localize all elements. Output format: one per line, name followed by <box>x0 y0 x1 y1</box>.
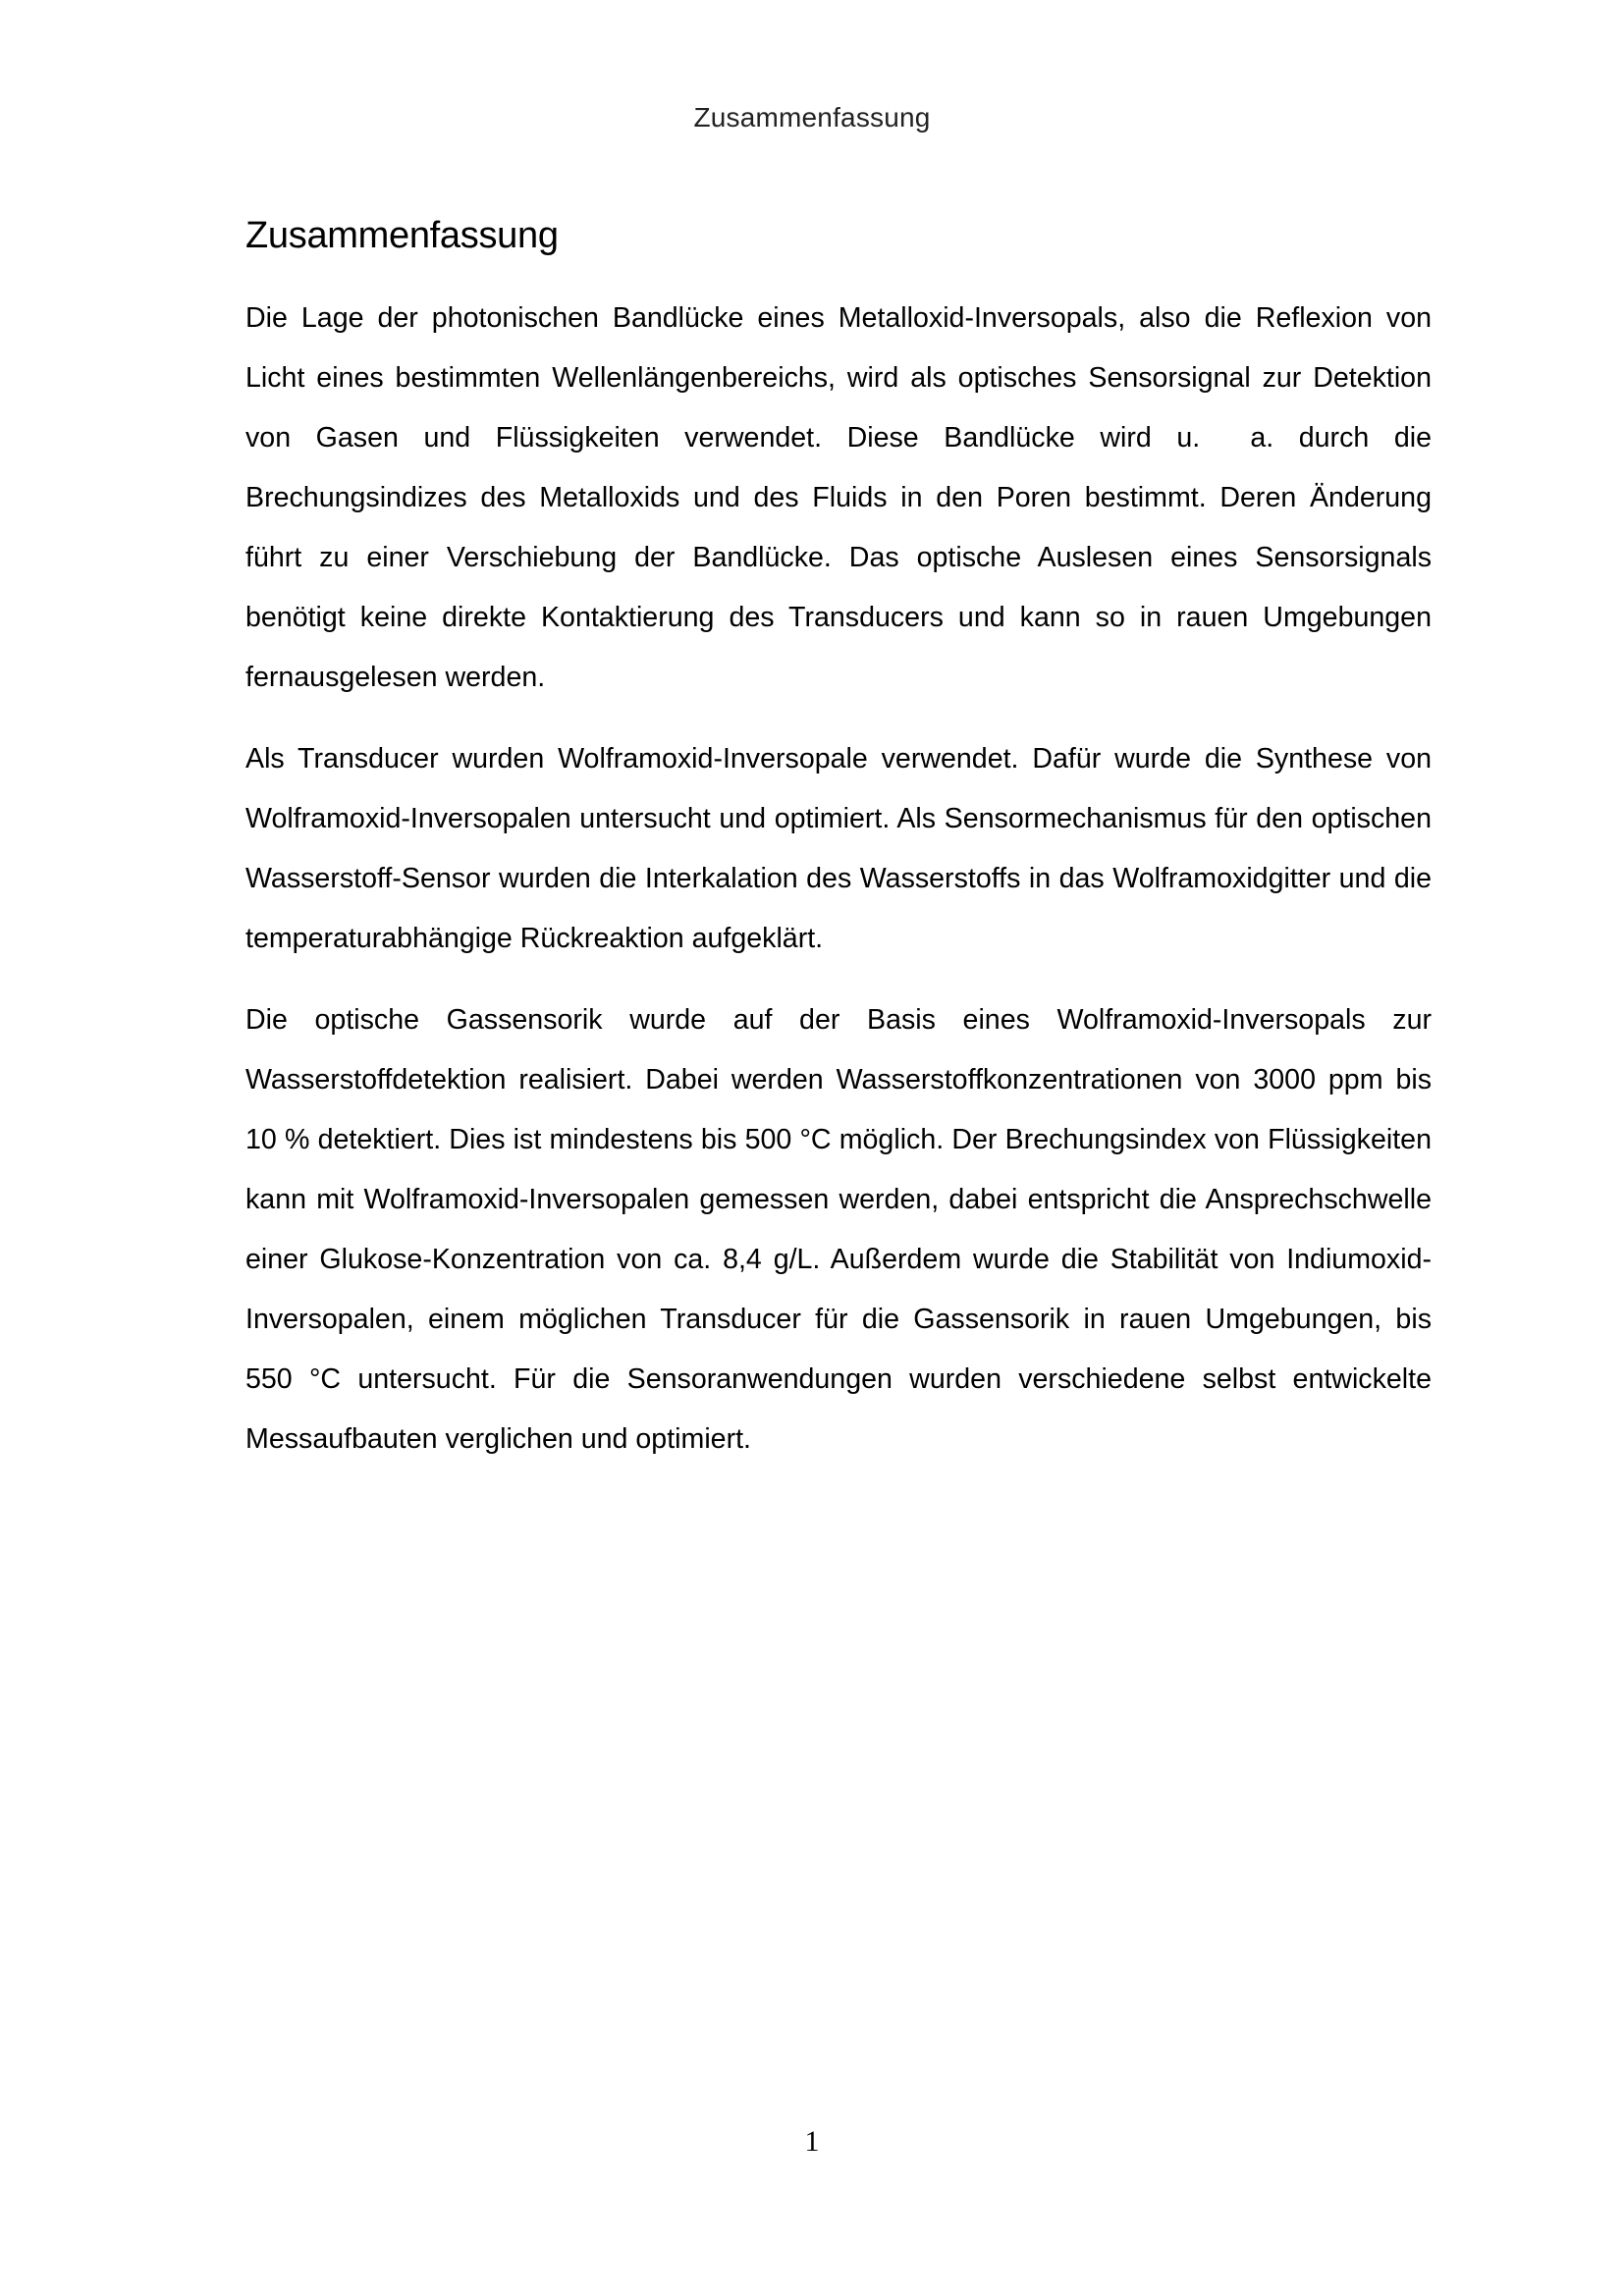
section-title: Zusammenfassung <box>245 215 559 256</box>
running-header: Zusammenfassung <box>693 102 931 133</box>
paragraph-3: Die optische Gassensorik wurde auf der Basis eines Wolframoxid-Inversopals zur Wasserstoffdetektion realisiert. Dabei werden Wasserstoffkonzentrationen von 3000 ppm bis 10 % detektiert. Dies ist mindestens bis 500 °C möglich. Der Brechungsindex von Flüssigkeiten kann mit Wolframoxid-Inversopalen gemessen werden, dabei entspricht die Ansprechschwelle einer Glukose-Konzentration von ca. 8,4 g/L. Außerdem wurde die Stabilität von Indiumoxid-Inversopalen, einem möglichen Transducer für die Gassensorik in rauen Umgebungen, bis 550 °C untersucht. Für die Sensoranwendungen wurden verschiedene selbst entwickelte Messaufbauten verglichen und optimiert. <box>245 1004 1432 1455</box>
document-body <box>245 196 1432 1491</box>
paragraph-2: Als Transducer wurden Wolframoxid-Inversopale verwendet. Dafür wurde die Synthese von Wolframoxid-Inversopalen untersucht und optimiert. Als Sensormechanismus für den optischen Wasserstoff-Sensor wurden die Interkalation des Wasserstoffs in das Wolframoxidgitter und die temperaturabhängige Rückreaktion aufgeklärt. <box>245 743 1432 954</box>
page-number: 1 <box>804 2125 820 2158</box>
paragraph-1: Die Lage der photonischen Bandlücke eines Metalloxid-Inversopals, also die Reflexion von Licht eines bestimmten Wellenlängenbereichs, wird als optisches Sensorsignal zur Detektion von Gasen und Flüssigkeiten verwendet. Diese Bandlücke wird u. a. durch die Brechungsindizes des Metalloxids und des Fluids in den Poren bestimmt. Deren Änderung führt zu einer Verschiebung der Bandlücke. Das optische Auslesen eines Sensorsignals benötigt keine direkte Kontaktierung des Transducers und kann so in rauen Umgebungen fernausgelesen werden. <box>245 302 1432 693</box>
